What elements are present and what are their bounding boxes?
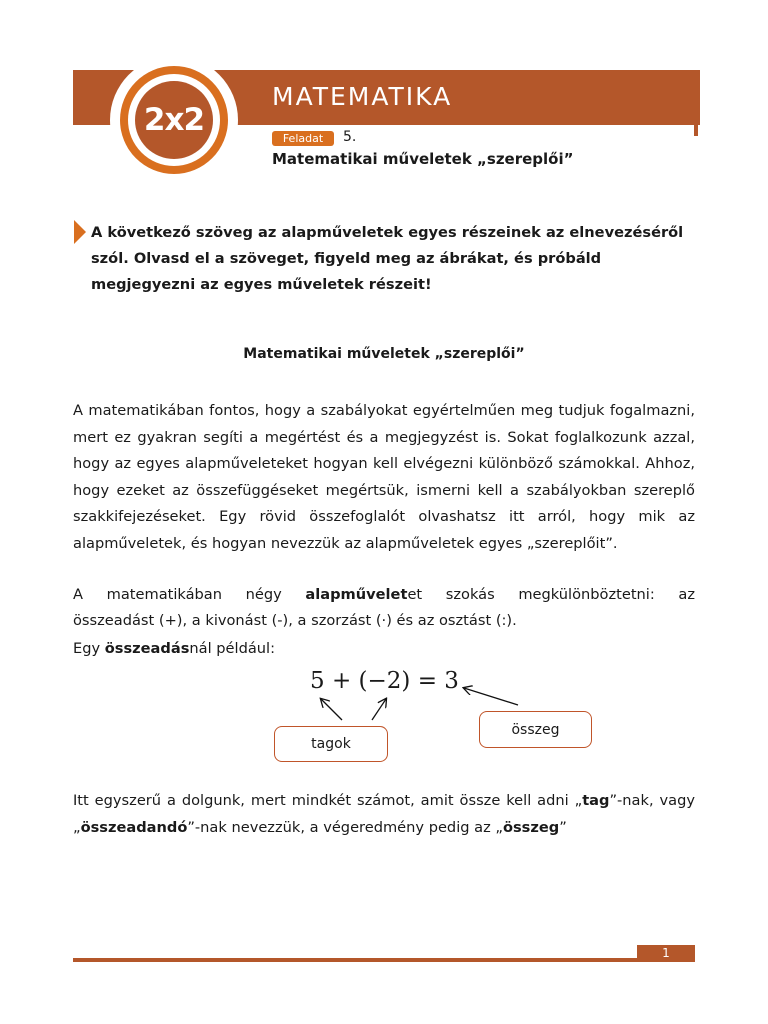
text-segment: Egy bbox=[73, 640, 105, 657]
intro-arrow-icon bbox=[74, 220, 86, 244]
text-segment: Itt egyszerű a dolgunk, mert mindkét számot, amit össze kell adni „ bbox=[73, 792, 583, 809]
text-segment: ” bbox=[559, 818, 567, 836]
arrow-to-sum bbox=[464, 688, 518, 705]
bold-term: alapművelet bbox=[305, 586, 408, 603]
arrow-to-first-term bbox=[321, 699, 342, 720]
bold-term: összeadandó bbox=[80, 818, 188, 836]
text-segment: et szokás megkülönböztetni: az bbox=[407, 586, 696, 603]
arrow-to-second-term bbox=[372, 699, 386, 720]
page-number: 1 bbox=[637, 945, 695, 962]
label-sum: összeg bbox=[511, 721, 560, 738]
task-badge: Feladat bbox=[272, 131, 334, 146]
text-segment: ”-nak, vagy „ bbox=[73, 792, 695, 836]
label-terms-box bbox=[274, 726, 388, 762]
task-number: 5. bbox=[343, 129, 357, 145]
footer-line bbox=[73, 958, 695, 962]
bold-term: tag bbox=[582, 792, 610, 809]
logo bbox=[135, 81, 213, 159]
body-paragraph: A matematikában fontos, hogy a szabályokat egyértelműen meg tudjuk fogalmazni, mert ez gyakran segíti a megértést és a megjegyzést is. Sokat foglalkozunk azzal, hogy az egyes alapműveleteket hogyan kell elvégezni különböző számokkal. Ahhoz, hogy ezeket az összefüggéseket megértsük, ismerni kell a szabályokban szereplő szakkifejezéseket. Egy rövid összefoglalót olvashatsz itt arról, hogy mik az alapműveletek, és hogyan nevezzük az alapműveletek egyes „szereplőit”. bbox=[73, 402, 695, 552]
bold-term: összeg bbox=[502, 818, 560, 836]
task-title: Matematikai műveletek „szereplői” bbox=[272, 150, 574, 168]
text-segment: A matematikában négy bbox=[73, 586, 306, 603]
subject-title: MATEMATIKA bbox=[272, 82, 453, 111]
body-line-operation-list: összeadást (+), a kivonást (-), a szorzást (·) és az osztást (:). bbox=[73, 612, 517, 629]
body-line-example bbox=[73, 640, 695, 657]
section-title: Matematikai műveletek „szereplői” bbox=[243, 346, 525, 362]
conclusion-paragraph bbox=[73, 788, 695, 841]
label-sum-box bbox=[479, 711, 592, 748]
body-line-operations bbox=[73, 586, 695, 603]
intro-text: A következő szöveg az alapműveletek egyes részeinek az elnevezéséről szól. Olvasd el a szöveget, figyeld meg az ábrákat, és próbáld megjegyezni az egyes műveletek részeit! bbox=[91, 224, 684, 293]
label-terms: tagok bbox=[311, 736, 351, 752]
header-underline-tick bbox=[694, 122, 698, 136]
text-segment: nál például: bbox=[189, 640, 276, 657]
bold-term: összeadás bbox=[104, 640, 190, 657]
text-segment: ”-nak nevezzük, a végeredmény pedig az „ bbox=[187, 818, 503, 836]
logo-text: 2x2 bbox=[143, 102, 205, 138]
addition-formula: 5 + (−2) = 3 bbox=[310, 668, 459, 694]
